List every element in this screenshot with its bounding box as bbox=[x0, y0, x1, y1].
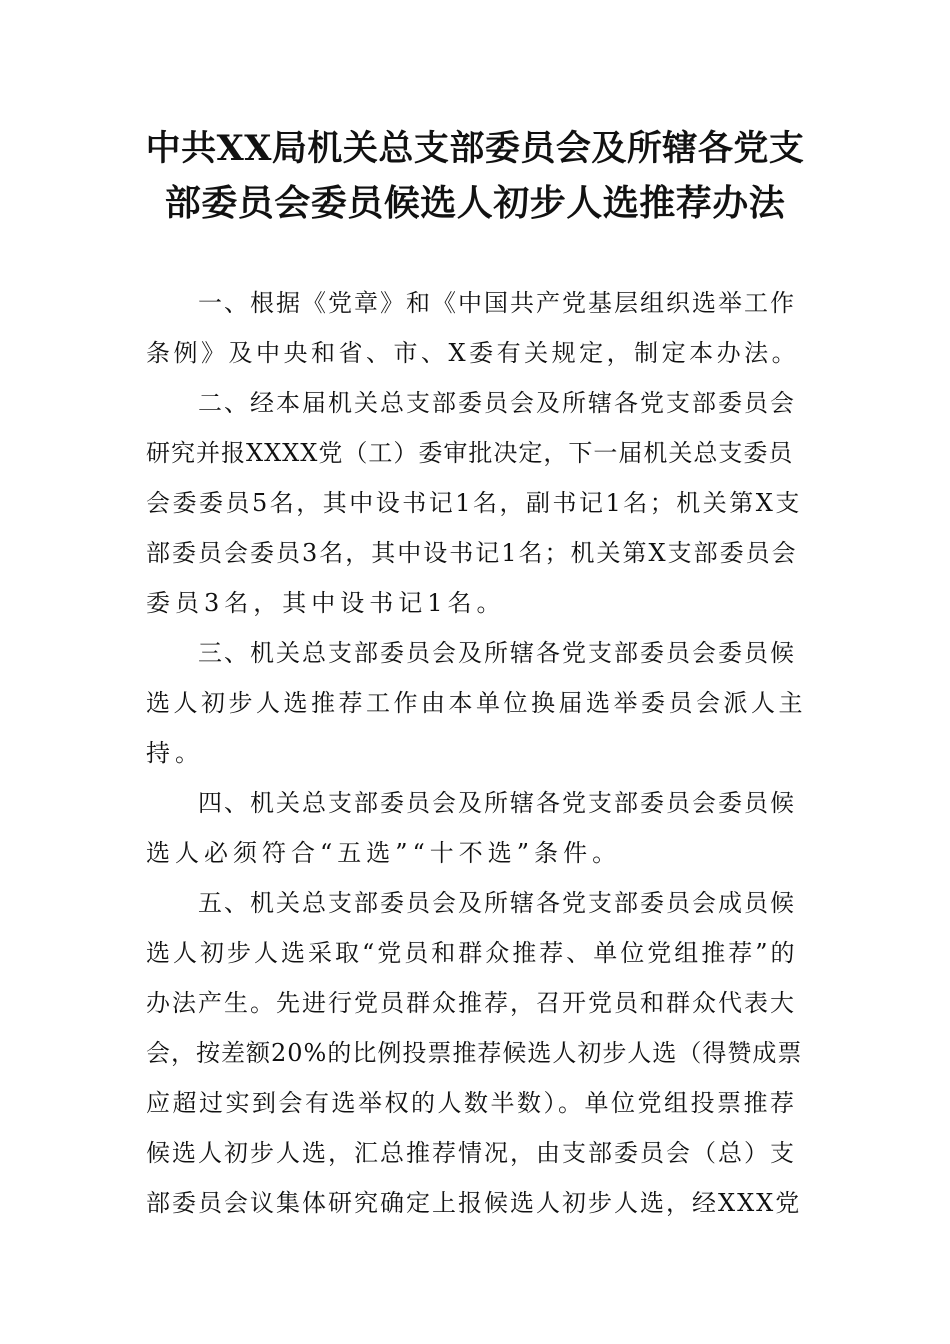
text-line: 会委委员5名，其中设书记1名，副书记1名；机关第X支 bbox=[146, 489, 802, 517]
paragraph-5 bbox=[146, 878, 806, 1228]
text-line: 五、机关总支部委员会及所辖各党支部委员会成员候 bbox=[198, 889, 796, 917]
title-line-2: 部委员会委员候选人初步人选推荐办法 bbox=[164, 182, 786, 224]
text-line: 会，按差额20%的比例投票推荐候选人初步人选（得赞成票 bbox=[146, 1039, 803, 1067]
paragraph-1 bbox=[146, 278, 806, 378]
text-line: 条例》及中央和省、市、X委有关规定，制定本办法。 bbox=[146, 339, 800, 367]
document-title bbox=[140, 122, 810, 230]
text-line: 研究并报XXXX党（工）委审批决定，下一届机关总支委员 bbox=[146, 439, 794, 467]
text-line: 办法产生。先进行党员群众推荐，召开党员和群众代表大 bbox=[146, 989, 796, 1017]
text-line: 选人必须符合“五选”“十不选”条件。 bbox=[146, 839, 622, 867]
text-line: 四、机关总支部委员会及所辖各党支部委员会委员候 bbox=[198, 789, 796, 817]
text-line: 候选人初步人选，汇总推荐情况，由支部委员会（总）支 bbox=[146, 1139, 796, 1167]
text-line: 三、机关总支部委员会及所辖各党支部委员会委员候 bbox=[198, 639, 796, 667]
text-line: 部委员会议集体研究确定上报候选人初步人选，经XXX党 bbox=[146, 1189, 802, 1217]
title-line-1: 中共XX局机关总支部委员会及所辖各党支 bbox=[145, 128, 805, 169]
text-line: 二、经本届机关总支部委员会及所辖各党支部委员会 bbox=[198, 389, 796, 417]
text-line: 选人初步人选采取“党员和群众推荐、单位党组推荐”的 bbox=[146, 939, 798, 967]
text-line: 应超过实到会有选举权的人数半数）。单位党组投票推荐 bbox=[146, 1089, 797, 1117]
text-line: 委员3名，其中设书记1名。 bbox=[146, 589, 506, 617]
text-line: 部委员会委员3名，其中设书记1名；机关第X支部委员会 bbox=[146, 539, 798, 567]
document-body bbox=[146, 278, 806, 1228]
text-line: 持。 bbox=[146, 739, 204, 767]
paragraph-2 bbox=[146, 378, 806, 628]
paragraph-3 bbox=[146, 628, 806, 778]
text-line: 选人初步人选推荐工作由本单位换届选举委员会派人主 bbox=[146, 689, 806, 717]
text-line: 一、根据《党章》和《中国共产党基层组织选举工作 bbox=[198, 289, 796, 317]
paragraph-4 bbox=[146, 778, 806, 878]
